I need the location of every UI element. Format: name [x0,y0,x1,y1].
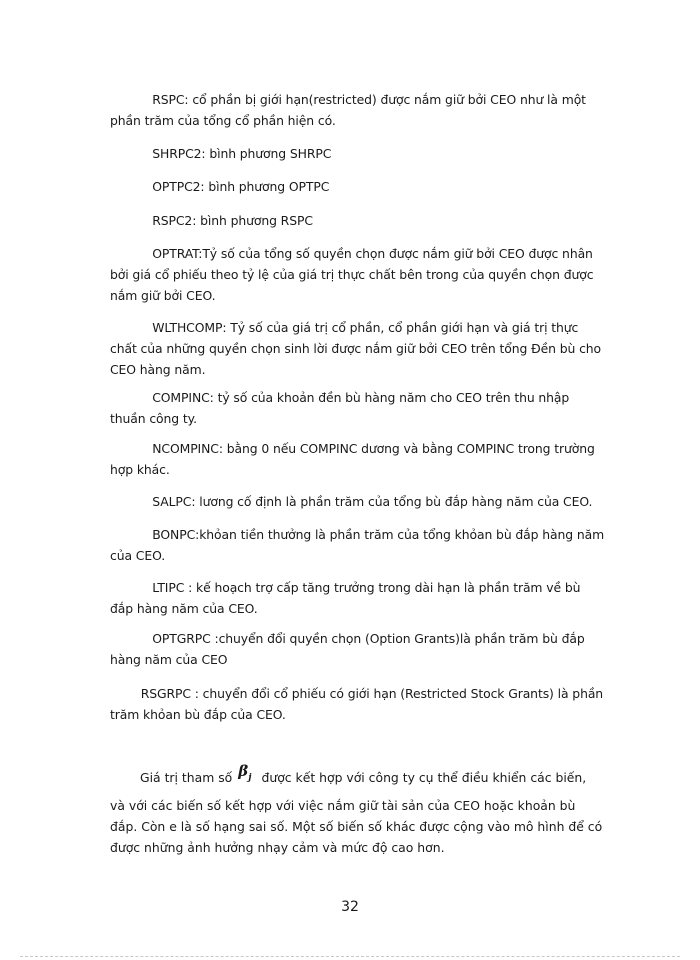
definition-salpc: SALPC: lương cố định là phần trăm của tổng bù đắp hàng năm của CEO. [110,494,593,509]
definition-rspc: RSPC: cổ phần bị giới hạn(restricted) được nắm giữ bởi CEO như là một phần trăm của tổng cổ phần hiện có. [110,92,586,128]
definition-optgrpc: OPTGRPC :chuyển đổi quyền chọn (Option Grants)là phần trăm bù đắp hàng năm của CEO [110,631,585,667]
definition-optpc2: OPTPC2: bình phương OPTPC [110,179,330,194]
page-number: 32 [341,899,359,915]
definition-compinc: COMPINC: tỷ số của khoản đền bù hàng năm cho CEO trên thu nhập thuần công ty. [110,390,570,426]
summary-text-before: Giá trị tham số [140,770,233,785]
summary-text-after: được kết hợp với công ty cụ thể điều khiển các biến, và với các biến số kết hợp với việc nắm giữ tài sản của CEO hoặc khoản bù đắp. Còn e là số hạng sai số. Một số biến số khác được cộng vào mô hình để có được những ảnh hưởng nhạy cảm và mức độ cao hơn. [110,770,603,855]
definition-optrat: OPTRAT:Tỷ số của tổng số quyền chọn được nắm giữ bởi CEO được nhân bởi giá cổ phiếu theo tỷ lệ của giá trị thực chất bên trong của quyền chọn được nắm giữ bởi CEO. [110,246,594,303]
definition-wlthcomp: WLTHCOMP: Tỷ số của giá trị cổ phần, cổ phần giới hạn và giá trị thực chất của những quyền chọn sinh lời được nắm giữ bởi CEO trên tổng Đền bù cho CEO hàng năm. [110,320,602,377]
definition-rspc2: RSPC2: bình phương RSPC [110,213,313,228]
definition-bonpc: BONPC:khỏan tiền thưởng là phần trăm của tổng khỏan bù đắp hàng năm của CEO. [110,527,605,563]
summary-paragraph [110,762,605,858]
definition-rsgrpc: RSGRPC : chuyển đổi cổ phiếu có giới hạn (Restricted Stock Grants) là phần trăm khỏan bù đắp của CEO. [110,686,604,722]
beta-symbol: $\beta_j$ [238,762,252,783]
definition-ncompinc: NCOMPINC: bằng 0 nếu COMPINC dương và bằng COMPINC trong trường hợp khác. [110,441,595,477]
definition-shrpc2: SHRPC2: bình phương SHRPC [110,146,332,161]
definition-ltipc: LTIPC : kế hoạch trợ cấp tăng trưởng trong dài hạn là phần trăm về bù đắp hàng năm của CEO. [110,580,581,616]
page-bottom-divider [20,956,680,957]
